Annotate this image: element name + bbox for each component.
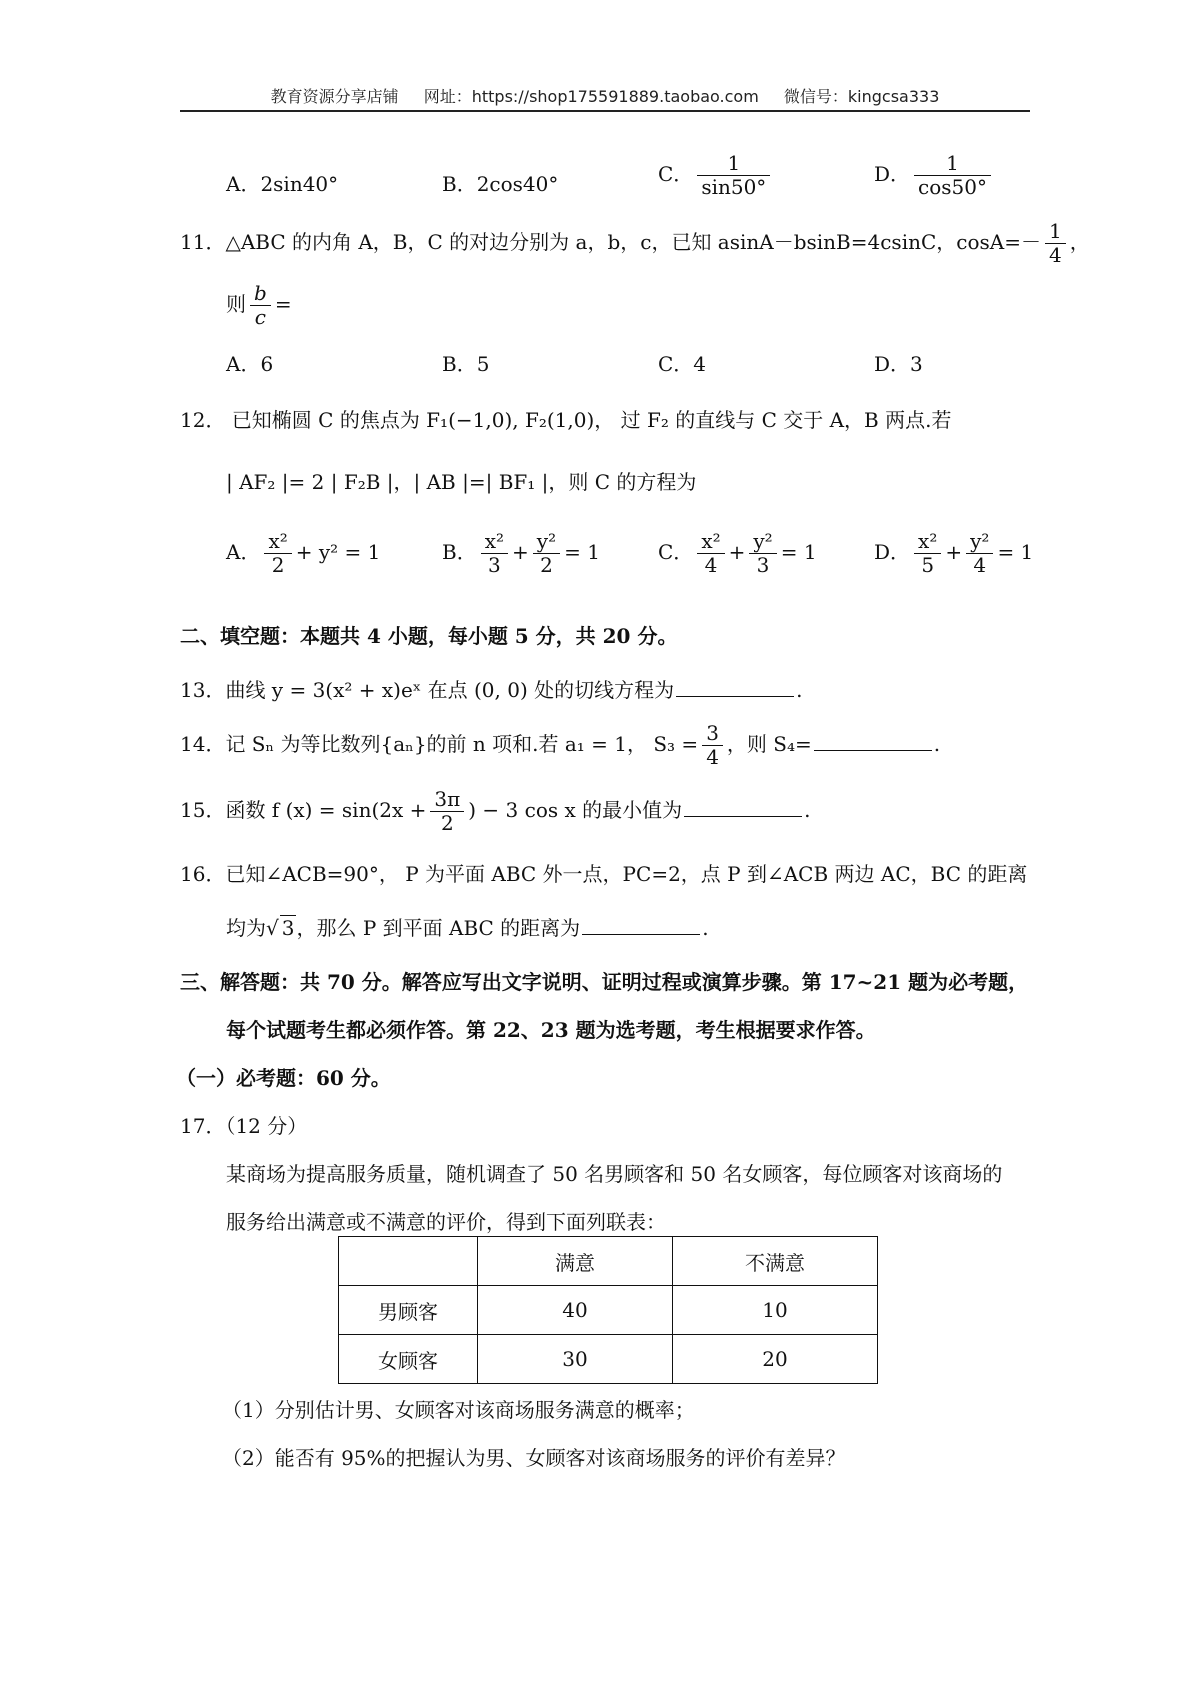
question-17-part2: （2）能否有 95%的把握认为男、女顾客对该商场服务的评价有差异？ (222, 1446, 846, 1470)
table-cell: 女顾客 (339, 1335, 478, 1384)
q15-fraction: $\frac{3\pi}{2}$ (430, 788, 464, 835)
q12-c-frac2: $\frac{\text{y²}}{3}$ (749, 530, 776, 577)
header-divider (180, 110, 1030, 112)
contingency-table (338, 1236, 878, 1384)
question-17-part1: （1）分别估计男、女顾客对该商场服务满意的概率； (222, 1398, 695, 1422)
question-13: 13．曲线 y = 3(x² + x)eˣ 在点 (0, 0) 处的切线方程为 . (180, 678, 803, 702)
shop-url: 网址：https://shop175591889.taobao.com (423, 87, 759, 106)
q16-sqrt: 3 (281, 916, 295, 940)
question-12-line2: | AF₂ |= 2 | F₂B |，| AB |=| BF₁ |，则 C 的方程为 (226, 470, 697, 494)
question-17-body1: 某商场为提高服务质量，随机调查了 50 名男顾客和 50 名女顾客，每位顾客对该商场的 (226, 1162, 1003, 1186)
q11-cos-fraction: $\frac{1}{4}$ (1045, 220, 1066, 267)
page-header (180, 84, 1030, 107)
question-17-title: 17．（12 分） (180, 1114, 308, 1138)
q14-answer-blank (814, 732, 932, 751)
question-15: 15．函数 f (x) = sin(2x + $\frac{3\pi}{2}$ ) − 3 cos x 的最小值为 . (180, 787, 811, 835)
q11-ratio-fraction: $\frac{b}{c}$ (250, 282, 271, 329)
q12-b-frac1: $\frac{\text{x²}}{3}$ (481, 530, 508, 577)
q13-answer-blank (676, 678, 794, 697)
table-header-cell (339, 1237, 478, 1286)
q11-option-c: C．4 (658, 352, 707, 376)
q11-option-b: B．5 (442, 352, 490, 376)
shop-name: 教育资源分享店铺 (270, 87, 399, 106)
section-2-heading: 二、填空题：本题共 4 小题，每小题 5 分，共 20 分。 (180, 624, 678, 648)
q10-option-d: D． $\frac{1}{\cos 50^\circ}$ (874, 152, 995, 199)
table-cell: 10 (673, 1286, 878, 1335)
section-3-heading-line1: 三、解答题：共 70 分。解答应写出文字说明、证明过程或演算步骤。第 17~21 题为必考题， (180, 970, 1029, 994)
table-header-cell: 不满意 (673, 1237, 878, 1286)
q11-option-d: D．3 (874, 352, 923, 376)
q12-option-c: C． $\frac{\text{x²}}{4}$ + $\frac{\text{y²}}{3}$ = 1 (658, 529, 817, 577)
table-cell: 40 (478, 1286, 673, 1335)
table-row (339, 1286, 878, 1335)
q10-option-a: A．2sin40° (226, 172, 339, 196)
table-row (339, 1335, 878, 1384)
table-header-row (339, 1237, 878, 1286)
q12-d-frac2: $\frac{\text{y²}}{4}$ (966, 530, 993, 577)
wechat-id: 微信号：kingcsa333 (783, 87, 940, 106)
question-16-line2: 均为√ 3 ，那么 P 到平面 ABC 的距离为 . (226, 916, 709, 940)
q12-option-b: B． $\frac{\text{x²}}{3}$ + $\frac{\text{y²}}{2}$ = 1 (442, 529, 600, 577)
q12-a-frac: $\frac{\text{x²}}{2}$ (264, 530, 291, 577)
q12-option-a: A． $\frac{\text{x²}}{2}$ + y² = 1 (226, 529, 381, 577)
q12-c-frac1: $\frac{\text{x²}}{4}$ (697, 530, 724, 577)
question-11-ask: 则 $\frac{b}{c}$ = (226, 281, 292, 329)
q10-option-b: B．2cos40° (442, 172, 559, 196)
table-header-cell: 满意 (478, 1237, 673, 1286)
q12-b-frac2: $\frac{\text{y²}}{2}$ (533, 530, 560, 577)
section-3-subheading: （一）必考题：60 分。 (176, 1066, 391, 1090)
q12-option-d: D． $\frac{\text{x²}}{5}$ + $\frac{\text{y²}}{4}$ = 1 (874, 529, 1034, 577)
q11-option-a: A．6 (226, 352, 274, 376)
question-12-line1: 12． 已知椭圆 C 的焦点为 F₁(−1,0), F₂(1,0)， 过 F₂ 的直线与 C 交于 A，B 两点.若 (180, 408, 952, 432)
question-11-stem: 11．△ABC 的内角 A，B，C 的对边分别为 a，b，c，已知 asinA－bsinB=4csinC，cosA=－ $\frac{1}{4}$ ， (180, 219, 1090, 267)
q15-answer-blank (684, 798, 802, 817)
q14-fraction: $\frac{3}{4}$ (702, 722, 723, 769)
table-cell: 30 (478, 1335, 673, 1384)
question-14: 14．记 Sₙ 为等比数列{aₙ}的前 n 项和.若 a₁ = 1， S₃ = $\frac{3}{4}$ ，则 S₄= . (180, 721, 941, 769)
table-cell: 20 (673, 1335, 878, 1384)
q10-option-c: C． $\frac{1}{\sin 50^\circ}$ (658, 152, 774, 199)
q12-d-frac1: $\frac{\text{x²}}{5}$ (914, 530, 941, 577)
question-17-body2: 服务给出满意或不满意的评价，得到下面列联表： (226, 1210, 666, 1234)
question-16-line1: 16．已知∠ACB=90°， P 为平面 ABC 外一点，PC=2，点 P 到∠ACB 两边 AC，BC 的距离 (180, 862, 1028, 886)
q10-d-fraction: $\frac{1}{\cos 50^\circ}$ (914, 152, 991, 199)
q16-answer-blank (582, 916, 700, 935)
section-3-heading-line2: 每个试题考生都必须作答。第 22、23 题为选考题，考生根据要求作答。 (226, 1018, 876, 1042)
table-cell: 男顾客 (339, 1286, 478, 1335)
q10-c-fraction: $\frac{1}{\sin 50^\circ}$ (697, 152, 770, 199)
